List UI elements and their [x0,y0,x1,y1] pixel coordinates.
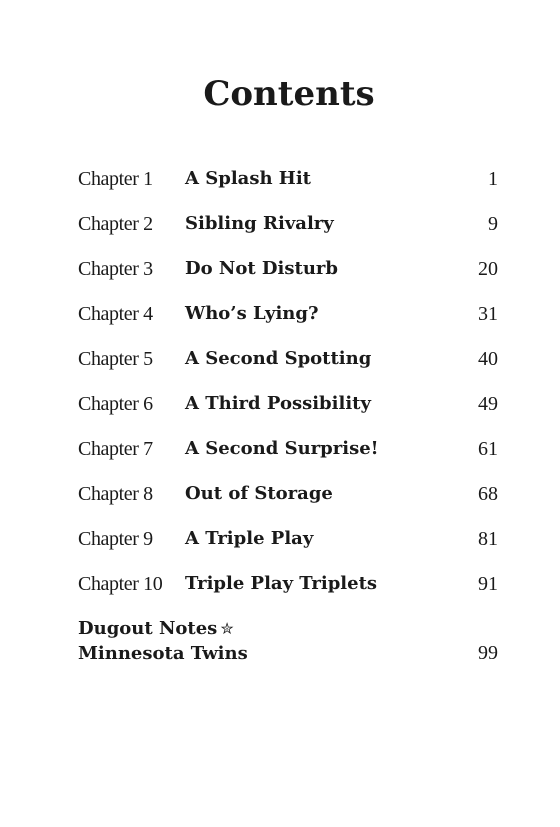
chapter-number: Chapter 5 [78,348,153,370]
dugout-notes-line2: Minnesota Twins [78,643,248,664]
chapter-number: Chapter 1 [78,168,153,190]
toc-row-chapter-3[interactable] [78,255,498,300]
toc-row-chapter-5[interactable] [78,345,498,390]
toc-row-chapter-7[interactable] [78,435,498,480]
page-number: 20 [478,258,498,280]
page-number: 99 [478,642,498,664]
chapter-number: Chapter 4 [78,303,153,325]
toc-row-dugout-notes[interactable] [78,616,498,676]
page-number: 81 [478,528,498,550]
table-of-contents [78,165,498,615]
page-number: 9 [488,213,498,235]
chapter-title: A Second Surprise! [185,438,379,459]
chapter-title: Sibling Rivalry [185,213,334,234]
chapter-number: Chapter 7 [78,438,153,460]
toc-row-chapter-6[interactable] [78,390,498,435]
chapter-number: Chapter 10 [78,573,163,595]
chapter-number: Chapter 8 [78,483,153,505]
page-number: 68 [478,483,498,505]
page-number: 31 [478,303,498,325]
toc-row-chapter-9[interactable] [78,525,498,570]
toc-row-chapter-1[interactable] [78,165,498,210]
chapter-title: Out of Storage [185,483,333,504]
page-number: 61 [478,438,498,460]
toc-row-chapter-10[interactable] [78,570,498,615]
toc-row-chapter-8[interactable] [78,480,498,525]
chapter-number: Chapter 2 [78,213,153,235]
chapter-number: Chapter 3 [78,258,153,280]
page-number: 1 [488,168,498,190]
chapter-title: A Splash Hit [185,168,311,189]
page-number: 49 [478,393,498,415]
chapter-title: A Second Spotting [185,348,372,369]
chapter-title: Do Not Disturb [185,258,338,279]
chapter-title: Triple Play Triplets [185,573,378,594]
page-number: 40 [478,348,498,370]
star-icon: ✮ [220,619,234,638]
chapter-title: A Triple Play [185,528,314,549]
page-title: Contents [203,74,375,114]
dugout-notes-title [78,616,248,666]
dugout-notes-line1: Dugout Notes [78,618,218,639]
chapter-title: A Third Possibility [185,393,371,414]
chapter-title: Who’s Lying? [185,303,319,324]
page-number: 91 [478,573,498,595]
toc-row-chapter-2[interactable] [78,210,498,255]
chapter-number: Chapter 6 [78,393,153,415]
chapter-number: Chapter 9 [78,528,153,550]
toc-row-chapter-4[interactable] [78,300,498,345]
